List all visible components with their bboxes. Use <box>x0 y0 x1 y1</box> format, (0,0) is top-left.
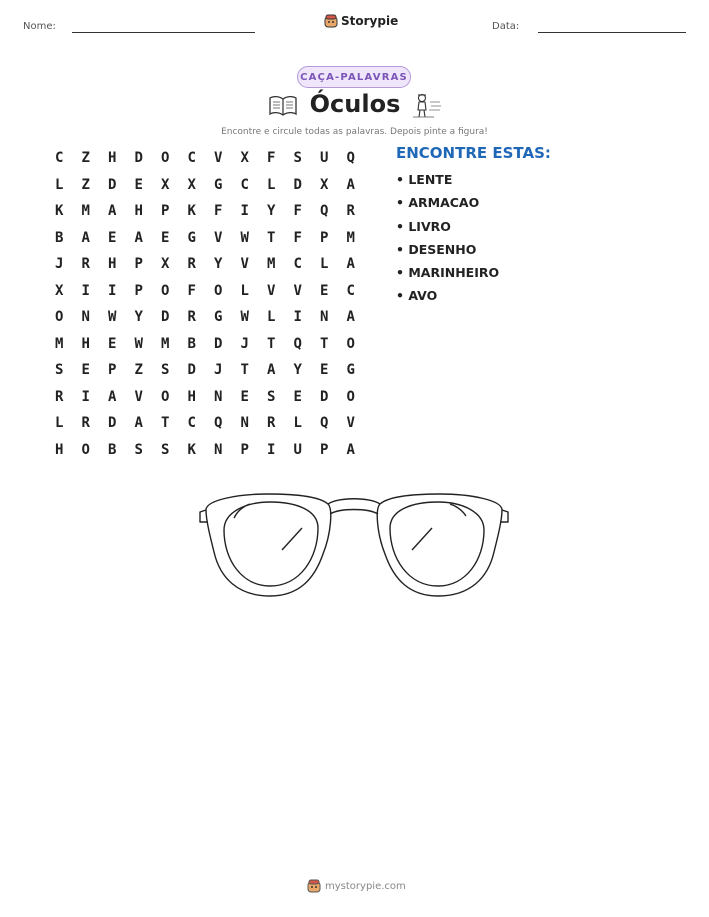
grid-letter[interactable]: V <box>267 282 276 299</box>
grid-letter[interactable]: T <box>240 362 249 379</box>
instructions: Encontre e circule todas as palavras. Depois pinte a figura! <box>221 127 488 137</box>
grid-letter[interactable]: B <box>187 335 196 352</box>
grid-letter[interactable]: S <box>161 441 170 458</box>
grid-letter[interactable]: A <box>346 441 355 458</box>
footer-site[interactable]: mystorypie.com <box>325 880 406 892</box>
grid-letter[interactable]: F <box>187 282 196 299</box>
grid-letter[interactable]: N <box>81 309 90 326</box>
date-line[interactable] <box>538 32 686 33</box>
grid-letter[interactable]: A <box>267 362 276 379</box>
grid-letter[interactable]: F <box>293 203 302 220</box>
grid-letter[interactable]: E <box>81 362 90 379</box>
grid-letter[interactable]: G <box>214 309 223 326</box>
word-list-item: • MARINHEIRO <box>396 264 499 287</box>
grid-letter[interactable]: S <box>293 150 302 167</box>
grid-letter[interactable]: R <box>187 309 196 326</box>
grid-letter[interactable]: T <box>267 229 276 246</box>
grid-letter[interactable]: Y <box>134 309 143 326</box>
grid-letter[interactable]: L <box>240 282 249 299</box>
grid-letter[interactable]: H <box>134 203 143 220</box>
grid-letter[interactable]: Q <box>214 415 223 432</box>
grid-letter[interactable]: D <box>187 362 196 379</box>
grid-letter[interactable]: J <box>240 335 249 352</box>
grid-letter[interactable]: M <box>267 256 276 273</box>
grid-letter[interactable]: L <box>55 415 64 432</box>
grid-letter[interactable]: N <box>240 415 249 432</box>
grid-letter[interactable]: F <box>267 150 276 167</box>
grid-letter[interactable]: L <box>55 176 64 193</box>
grid-letter[interactable]: H <box>187 388 196 405</box>
grid-letter[interactable]: Z <box>81 150 90 167</box>
page-title: Óculos <box>309 90 401 118</box>
storypie-mascot-icon <box>324 14 338 28</box>
word-list-item: • ARMACAO <box>396 194 499 217</box>
grid-letter[interactable]: S <box>161 362 170 379</box>
worksheet-badge <box>297 66 411 88</box>
grid-letter[interactable]: O <box>81 441 90 458</box>
grid-letter[interactable]: E <box>320 282 329 299</box>
grid-letter[interactable]: H <box>81 335 90 352</box>
grid-letter[interactable]: O <box>55 309 64 326</box>
grid-letter[interactable]: Y <box>214 256 223 273</box>
grid-letter[interactable]: X <box>161 176 170 193</box>
grid-letter[interactable]: A <box>346 309 355 326</box>
grid-letter[interactable]: G <box>187 229 196 246</box>
grid-letter[interactable]: M <box>55 335 64 352</box>
eyeglasses-figure[interactable] <box>198 488 510 600</box>
grid-letter[interactable]: C <box>187 150 196 167</box>
grid-letter[interactable]: N <box>320 309 329 326</box>
grid-letter[interactable]: X <box>240 150 249 167</box>
grid-letter[interactable]: E <box>108 229 117 246</box>
grid-letter[interactable]: W <box>240 229 249 246</box>
word-list-title: ENCONTRE ESTAS: <box>396 144 551 162</box>
word-list-item: • LENTE <box>396 171 499 194</box>
grid-letter[interactable]: D <box>320 388 329 405</box>
grid-letter[interactable]: U <box>320 150 329 167</box>
word-list <box>396 171 499 311</box>
grid-letter[interactable]: O <box>161 282 170 299</box>
grid-letter[interactable]: Q <box>320 203 329 220</box>
grid-letter[interactable]: M <box>81 203 90 220</box>
grid-letter[interactable]: N <box>214 388 223 405</box>
grid-letter[interactable]: S <box>267 388 276 405</box>
grid-letter[interactable]: P <box>161 203 170 220</box>
grid-letter[interactable]: G <box>346 362 355 379</box>
badge-text: CAÇA-PALAVRAS <box>300 71 408 83</box>
brand-name: Storypie <box>341 14 399 28</box>
grid-letter[interactable]: E <box>240 388 249 405</box>
grid-letter[interactable]: A <box>346 176 355 193</box>
grid-letter[interactable]: P <box>320 229 329 246</box>
grid-letter[interactable]: A <box>108 388 117 405</box>
grid-letter[interactable]: A <box>81 229 90 246</box>
grid-letter[interactable]: W <box>134 335 143 352</box>
grid-letter[interactable]: C <box>240 176 249 193</box>
storypie-mascot-icon <box>307 879 321 893</box>
grid-letter[interactable]: I <box>81 282 90 299</box>
grid-letter[interactable]: S <box>134 441 143 458</box>
grid-letter[interactable]: A <box>134 415 143 432</box>
grid-letter[interactable]: C <box>346 282 355 299</box>
grid-letter[interactable]: C <box>293 256 302 273</box>
grid-letter[interactable]: V <box>214 150 223 167</box>
grid-letter[interactable]: P <box>240 441 249 458</box>
grid-letter[interactable]: F <box>214 203 223 220</box>
sailor-icon <box>410 90 442 120</box>
grid-letter[interactable]: X <box>320 176 329 193</box>
footer <box>307 879 406 893</box>
grid-letter[interactable]: X <box>161 256 170 273</box>
grid-letter[interactable]: Y <box>267 203 276 220</box>
grid-letter[interactable]: E <box>134 176 143 193</box>
grid-letter[interactable]: T <box>267 335 276 352</box>
word-search-grid <box>46 145 364 463</box>
grid-letter[interactable]: A <box>346 256 355 273</box>
grid-letter[interactable]: X <box>55 282 64 299</box>
grid-letter[interactable]: R <box>55 388 64 405</box>
grid-letter[interactable]: A <box>108 203 117 220</box>
grid-letter[interactable]: G <box>214 176 223 193</box>
grid-letter[interactable]: C <box>55 150 64 167</box>
name-line[interactable] <box>72 32 255 33</box>
grid-letter[interactable]: N <box>214 441 223 458</box>
grid-letter[interactable]: P <box>108 362 117 379</box>
grid-letter[interactable]: L <box>293 415 302 432</box>
grid-letter[interactable]: Q <box>320 415 329 432</box>
grid-letter[interactable]: V <box>293 282 302 299</box>
grid-letter[interactable]: E <box>108 335 117 352</box>
grid-letter[interactable]: R <box>267 415 276 432</box>
name-label: Nome: <box>23 21 56 32</box>
grid-letter[interactable]: O <box>214 282 223 299</box>
grid-letter[interactable]: Q <box>346 150 355 167</box>
grid-letter[interactable]: J <box>55 256 64 273</box>
grid-letter[interactable]: Z <box>81 176 90 193</box>
grid-letter[interactable]: T <box>320 335 329 352</box>
grid-letter[interactable]: T <box>161 415 170 432</box>
grid-letter[interactable]: Z <box>134 362 143 379</box>
grid-letter[interactable]: E <box>161 229 170 246</box>
grid-letter[interactable]: V <box>240 256 249 273</box>
grid-letter[interactable]: I <box>108 282 117 299</box>
grid-letter[interactable]: D <box>293 176 302 193</box>
grid-letter[interactable]: X <box>187 176 196 193</box>
grid-letter[interactable]: C <box>187 415 196 432</box>
grid-letter[interactable]: O <box>161 150 170 167</box>
grid-letter[interactable]: V <box>134 388 143 405</box>
brand-logo <box>324 14 398 28</box>
grid-letter[interactable]: H <box>55 441 64 458</box>
grid-letter[interactable]: H <box>108 150 117 167</box>
grid-letter[interactable]: K <box>187 203 196 220</box>
grid-letter[interactable]: I <box>267 441 276 458</box>
grid-letter[interactable]: D <box>108 415 117 432</box>
grid-letter[interactable]: U <box>293 441 302 458</box>
grid-letter[interactable]: A <box>134 229 143 246</box>
grid-letter[interactable]: D <box>214 335 223 352</box>
grid-letter[interactable]: W <box>108 309 117 326</box>
grid-letter[interactable]: F <box>293 229 302 246</box>
grid-letter[interactable]: K <box>187 441 196 458</box>
grid-letter[interactable]: L <box>267 309 276 326</box>
grid-letter[interactable]: I <box>293 309 302 326</box>
grid-letter[interactable]: R <box>187 256 196 273</box>
grid-letter[interactable]: M <box>346 229 355 246</box>
grid-letter[interactable]: L <box>320 256 329 273</box>
grid-letter[interactable]: J <box>214 362 223 379</box>
grid-letter[interactable]: O <box>161 388 170 405</box>
date-label: Data: <box>492 21 520 32</box>
grid-letter[interactable]: P <box>134 256 143 273</box>
grid-letter[interactable]: D <box>134 150 143 167</box>
grid-letter[interactable]: I <box>240 203 249 220</box>
grid-letter[interactable]: W <box>240 309 249 326</box>
word-list-item: • AVO <box>396 287 499 310</box>
grid-letter[interactable]: B <box>55 229 64 246</box>
open-book-icon <box>268 95 298 117</box>
grid-letter[interactable]: V <box>214 229 223 246</box>
grid-letter[interactable]: D <box>108 176 117 193</box>
grid-letter[interactable]: L <box>267 176 276 193</box>
grid-letter[interactable]: Y <box>293 362 302 379</box>
grid-letter[interactable]: V <box>346 415 355 432</box>
grid-letter[interactable]: D <box>161 309 170 326</box>
grid-letter[interactable]: E <box>320 362 329 379</box>
grid-letter[interactable]: P <box>134 282 143 299</box>
grid-letter[interactable]: I <box>81 388 90 405</box>
grid-letter[interactable]: H <box>108 256 117 273</box>
word-list-item: • LIVRO <box>396 218 499 241</box>
grid-letter[interactable]: K <box>55 203 64 220</box>
grid-letter[interactable]: B <box>108 441 117 458</box>
grid-letter[interactable]: R <box>346 203 355 220</box>
grid-letter[interactable]: M <box>161 335 170 352</box>
grid-letter[interactable]: E <box>293 388 302 405</box>
grid-letter[interactable]: Q <box>293 335 302 352</box>
grid-letter[interactable]: O <box>346 388 355 405</box>
grid-letter[interactable]: S <box>55 362 64 379</box>
grid-letter[interactable]: O <box>346 335 355 352</box>
grid-letter[interactable]: P <box>320 441 329 458</box>
grid-letter[interactable]: R <box>81 256 90 273</box>
word-list-item: • DESENHO <box>396 241 499 264</box>
grid-letter[interactable]: R <box>81 415 90 432</box>
